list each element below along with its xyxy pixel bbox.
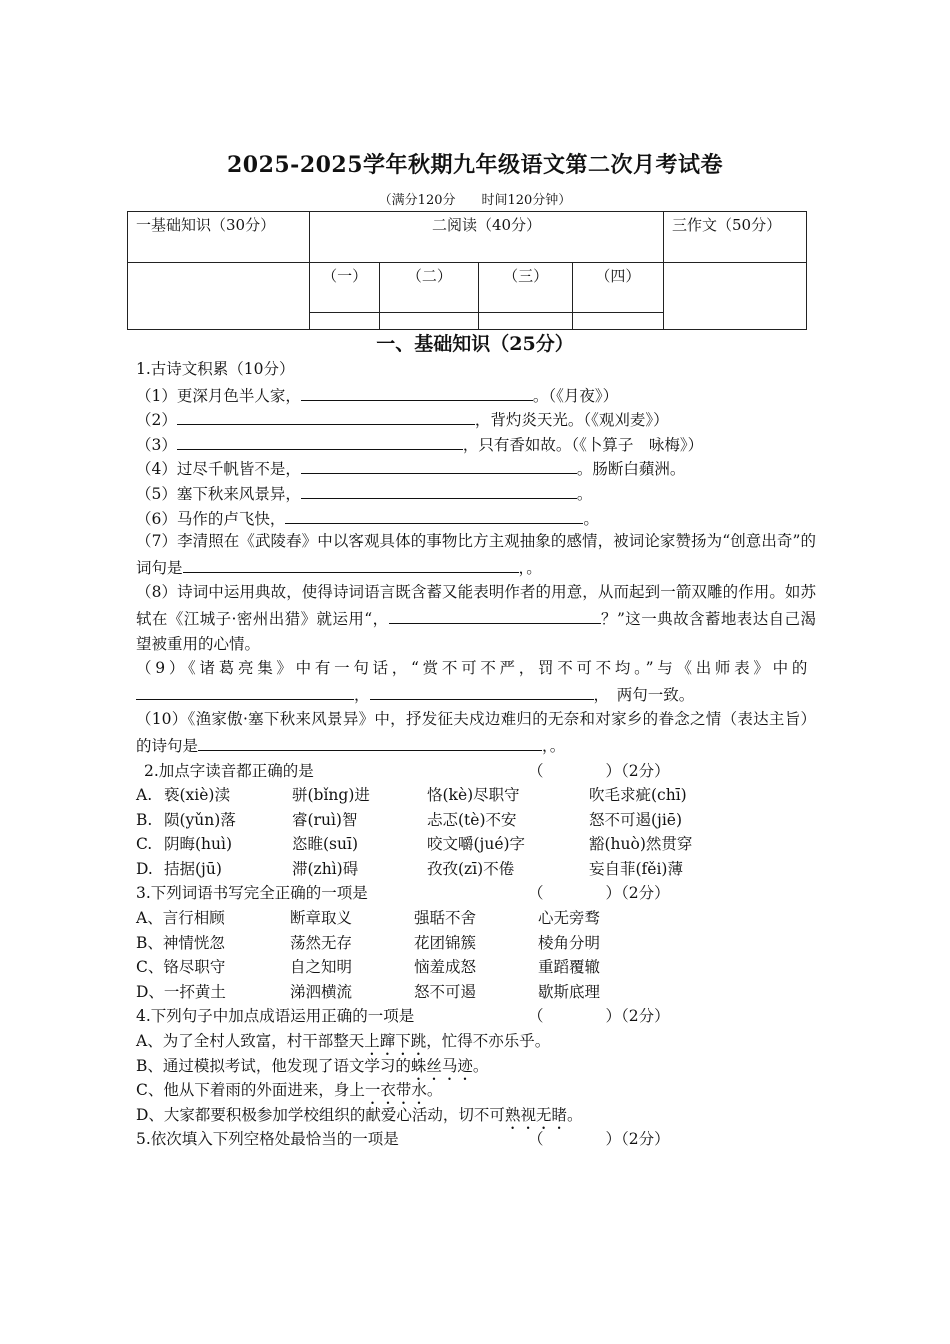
score-cell-3 (479, 312, 572, 329)
q2-score: （ ）（2分） (528, 761, 670, 780)
score-cell-1 (310, 312, 380, 329)
q4-title-row (136, 1004, 816, 1029)
answer-blank[interactable] (198, 732, 542, 751)
score-cell-4 (572, 312, 663, 329)
score-sub-2: （二） (380, 263, 479, 313)
q1-title: 1.古诗文积累（10分） (136, 360, 295, 378)
answer-blank[interactable] (301, 382, 533, 401)
q5-title-row (136, 1127, 816, 1152)
section-content (136, 357, 816, 1152)
answer-blank[interactable] (177, 406, 475, 425)
answer-blank[interactable] (301, 480, 577, 499)
section-heading: 一、基础知识（25分） (376, 333, 574, 355)
answer-blank[interactable] (301, 455, 577, 474)
q5-title: 5.依次填入下列空格处最恰当的一项是 (136, 1130, 399, 1149)
score-cell-2 (380, 312, 479, 329)
score-header-reading: 二阅读（40分） (310, 212, 664, 263)
q5-score: （ ）（2分） (528, 1130, 670, 1149)
q1-item-7: （7）李清照在《武陵春》中以客观具体的事物比方主观抽象的感情，被词论家赞扬为“创意出奇”的词句是 ，。 (136, 532, 816, 577)
score-header-basic: 一基础知识（30分） (128, 212, 310, 263)
q2-option-d: D. 拮据(jū) 滞(zhì)碍 孜孜(zī)不倦 妄自菲(fěi)薄 (136, 859, 683, 878)
q3-option-c: C、铬尽职守 自之知明 恼羞成怒 重蹈覆辙 (136, 958, 601, 977)
q4-score: （ ）（2分） (528, 1007, 670, 1026)
exam-title: 2025-2025学年秋期九年级语文第二次月考试卷 (226, 152, 724, 178)
q3-option-b: B、神情恍忽 荡然无存 花团锦簇 棱角分明 (136, 933, 601, 952)
answer-blank[interactable] (370, 681, 594, 700)
score-cell-writing (664, 263, 807, 330)
score-sub-3: （三） (479, 263, 572, 313)
q1-item-8: （8）诗词中运用典故，使得诗词语言既含蓄又能表明作者的用意，从而起到一箭双雕的作用。如苏轼在《江城子·密州出猎》就运用“， ？”这一典故含蓄地表达自己渴望被重用的心情。 (136, 583, 816, 653)
q1-item-10: （10）《渔家傲·塞下秋来风景异》中，抒发征夫戍边难归的无奈和对家乡的眷念之情（表达主旨）的诗句是 ，。 (136, 710, 816, 755)
q4-option-b: B、通过模拟考试，他发现了语文学习的蛛丝马迹。 (136, 1056, 489, 1075)
score-sub-1: （一） (310, 263, 380, 313)
q3-score: （ ）（2分） (528, 884, 670, 903)
q1-item-3: （3） ，只有香如故。（《卜算子 咏梅》） (136, 431, 816, 456)
q4-option-c: C、他从下着雨的外面进来，身上一衣带水。 (136, 1081, 443, 1100)
q2-title: 2.加点字读音都正确的是 (144, 761, 314, 780)
score-table (127, 211, 807, 330)
q1-item-5: （5）塞下秋来风景异， 。 (136, 480, 816, 505)
q2-option-c: C. 阴晦(huì) 恣睢(suī) 咬文嚼(jué)字 豁(huò)然贯穿 (136, 835, 693, 854)
answer-blank[interactable] (136, 681, 354, 700)
q2-option-b: B. 陨(yǔn)落 睿(ruì)智 忐忑(tè)不安 怒不可遏(jiē) (136, 810, 683, 829)
q2-option-a: A. 亵(xiè)渎 骈(bǐng)进 恪(kè)尽职守 吹毛求疵(chī) (136, 786, 687, 805)
q4-title: 4.下列句子中加点成语运用正确的一项是 (136, 1007, 415, 1026)
answer-blank[interactable] (389, 605, 601, 624)
q1-item-9: （9）《诸葛亮集》中有一句话，“赏不可不严，罚不可不均。”与《出师表》中的 ， ， 两句一致。 (136, 659, 812, 704)
q3-option-a: A、言行相顾 断章取义 强聒不舍 心无旁骛 (136, 909, 601, 928)
q1-item-4: （4）过尽千帆皆不是， 。肠断白蘋洲。 (136, 455, 816, 480)
q3-title-row (136, 881, 816, 906)
answer-blank[interactable] (177, 431, 463, 450)
answer-blank[interactable] (183, 554, 519, 573)
answer-blank[interactable] (285, 505, 583, 524)
q1-item-2: （2） ，背灼炎天光。（《观刈麦》） (136, 406, 816, 431)
q4-option-a: A、为了全村人致富，村干部整天上蹿下跳，忙得不亦乐乎。 (136, 1032, 551, 1051)
q3-title: 3.下列词语书写完全正确的一项是 (136, 884, 368, 903)
exam-subtitle: （满分120分 时间120分钟） (378, 193, 572, 208)
q3-option-d: D、一抔黄土 涕泗横流 怒不可遏 歇斯底理 (136, 982, 601, 1001)
q2-title-row (136, 759, 816, 784)
score-header-writing: 三作文（50分） (664, 212, 807, 263)
q1-item-1: （1）更深月色半人家， 。（《月夜》） (136, 382, 816, 407)
score-sub-4: （四） (572, 263, 663, 313)
q4-option-d: D、大家都要积极参加学校组织的献爱心活动，切不可熟视无睹。 (136, 1105, 583, 1124)
score-cell-basic (128, 263, 310, 330)
q1-item-6: （6）马作的卢飞快， 。 (136, 505, 816, 530)
